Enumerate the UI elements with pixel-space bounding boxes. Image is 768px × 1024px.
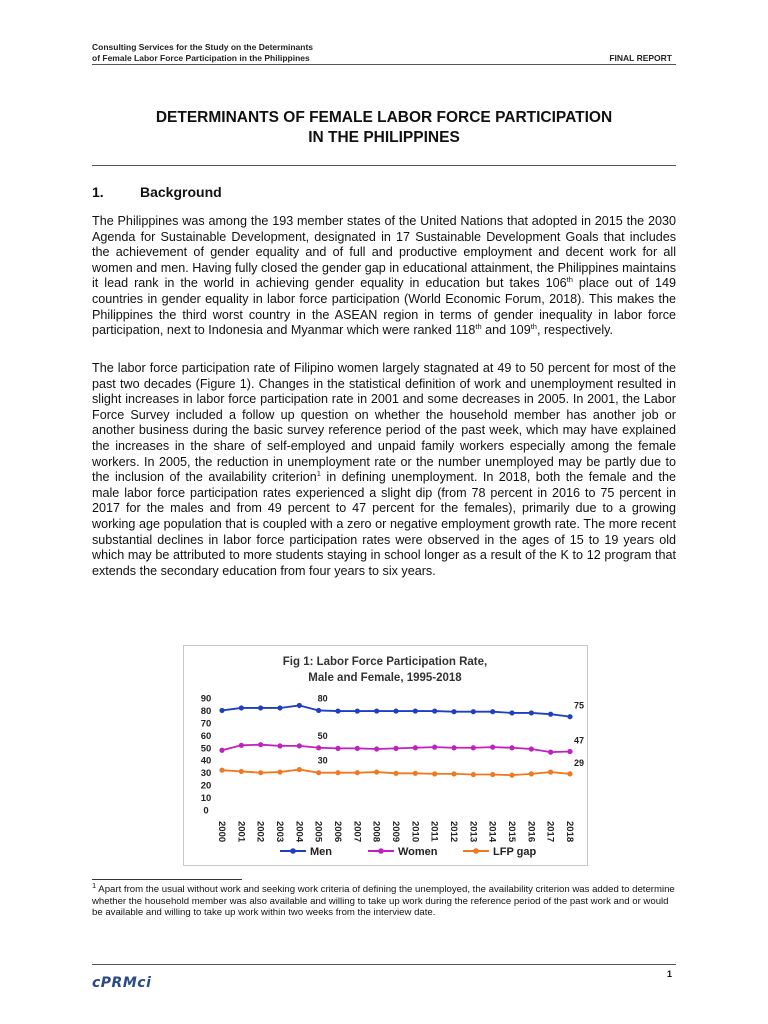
footnote-divider bbox=[92, 879, 242, 880]
data-point-men bbox=[219, 708, 224, 713]
y-tick-label: 30 bbox=[200, 768, 212, 780]
data-point-women bbox=[393, 746, 398, 751]
data-point-women bbox=[219, 748, 224, 753]
ordinal-suffix: th bbox=[566, 275, 573, 285]
document-title bbox=[92, 108, 676, 148]
y-tick-label: 0 bbox=[203, 805, 209, 817]
x-tick-label: 2002 bbox=[254, 821, 266, 843]
x-tick-label: 2001 bbox=[235, 821, 247, 843]
x-tick-label: 2018 bbox=[564, 821, 575, 843]
data-label: 30 bbox=[317, 755, 328, 766]
data-point-men bbox=[490, 709, 495, 714]
y-tick-label: 70 bbox=[200, 718, 212, 730]
data-point-women bbox=[451, 745, 456, 750]
data-point-men bbox=[509, 710, 514, 715]
data-point-women bbox=[529, 746, 534, 751]
data-label: 80 bbox=[317, 693, 328, 704]
data-point-men bbox=[277, 705, 282, 710]
ordinal-suffix: th bbox=[530, 321, 537, 331]
data-point-women bbox=[490, 745, 495, 750]
data-point-women bbox=[548, 750, 553, 755]
running-header-line2: of Female Labor Force Participation in the Philippines bbox=[92, 53, 310, 63]
x-tick-label: 2012 bbox=[448, 821, 459, 843]
legend-label-men: Men bbox=[310, 846, 332, 858]
data-point-lfp-gap bbox=[355, 770, 360, 775]
paragraph-2-text-b: in defining unemployment. In 2018, both the female and the male labor force participation rates experienced a slight dip (from 78 percent in 2016 to 75 percent in 2017 for the males and from 49 percent to 47 percent for the females), primarily due to a growing working age population that is coupled with a zero or negative employment growth rate. The more recent substantial declines in labor force participation rates were observed in the ages of 15 to 19 years old which may be attributed to more students staying in school longer as a result of the K to 12 program that extends the secondary education from four years to six years. bbox=[92, 470, 676, 578]
cprmci-logo: cPRMci bbox=[92, 975, 152, 991]
legend-label-women: Women bbox=[398, 846, 438, 858]
footnote-1 bbox=[92, 880, 676, 919]
data-point-men bbox=[548, 712, 553, 717]
chart-title-line1: Fig 1: Labor Force Participation Rate, bbox=[282, 656, 488, 668]
chart-title-line2: Male and Female, 1995-2018 bbox=[308, 672, 462, 684]
legend-label-lfp-gap: LFP gap bbox=[493, 846, 537, 858]
paragraph-1-text-b: place out of 149 countries in gender equality in labor force participation (World Economic Forum, 2018). This makes the Philippines the third worst country in the ASEAN region in terms of gender inequality in labor force participation, next to Indonesia and Myanmar which were ranked 118 bbox=[92, 276, 677, 338]
legend-marker-lfp-gap bbox=[473, 848, 479, 854]
footnote-text: Apart from the usual without work and seeking work criteria of defining the unemployed, the availability criterion was added to determine whether the household member was also available and willing to take up work during the reference period of the past work and or would be available and willing to take up work within two weeks from the interview date. bbox=[92, 884, 675, 918]
data-label: 47 bbox=[573, 735, 585, 746]
x-tick-label: 2000 bbox=[216, 821, 227, 843]
legend-marker-men bbox=[290, 848, 296, 854]
data-point-women bbox=[567, 749, 572, 754]
line-chart bbox=[184, 646, 587, 865]
figure-1-chart bbox=[183, 645, 588, 866]
x-tick-label: 2010 bbox=[409, 821, 421, 843]
section-heading bbox=[92, 184, 222, 200]
x-tick-label: 2005 bbox=[312, 821, 324, 843]
data-point-women bbox=[316, 745, 321, 750]
ordinal-suffix: th bbox=[475, 321, 482, 331]
x-tick-label: 2007 bbox=[351, 821, 363, 843]
running-header bbox=[92, 42, 313, 64]
data-point-men bbox=[316, 708, 321, 713]
x-tick-label: 2004 bbox=[293, 821, 305, 843]
data-point-lfp-gap bbox=[277, 769, 282, 774]
data-point-lfp-gap bbox=[374, 769, 379, 774]
data-label: 29 bbox=[573, 757, 585, 768]
y-tick-label: 10 bbox=[200, 793, 212, 805]
data-point-women bbox=[277, 743, 282, 748]
y-tick-label: 60 bbox=[200, 730, 212, 742]
paragraph-2 bbox=[92, 361, 676, 579]
paragraph-1 bbox=[92, 214, 676, 339]
data-point-lfp-gap bbox=[471, 772, 476, 777]
data-point-lfp-gap bbox=[393, 771, 398, 776]
data-point-men bbox=[567, 714, 572, 719]
y-tick-label: 20 bbox=[200, 780, 212, 792]
data-point-lfp-gap bbox=[219, 768, 224, 773]
data-point-women bbox=[432, 745, 437, 750]
section-number: 1. bbox=[92, 184, 104, 200]
data-point-lfp-gap bbox=[239, 769, 244, 774]
x-tick-label: 2016 bbox=[525, 821, 537, 843]
data-point-lfp-gap bbox=[335, 770, 340, 775]
data-point-lfp-gap bbox=[316, 770, 321, 775]
y-tick-label: 80 bbox=[200, 705, 212, 717]
section-title: Background bbox=[140, 184, 222, 200]
data-point-women bbox=[297, 743, 302, 748]
data-point-men bbox=[471, 709, 476, 714]
footer-divider bbox=[92, 964, 676, 965]
paragraph-2-text-a: The labor force participation rate of Filipino women largely stagnated at 49 to 50 percent for most of the past two decades (Figure 1). Changes in the statistical definition of work and unemployment resulted in slight increases in labor force participation rate in 2001 and some decreases in 2005. In 2001, the Labor Force Survey included a follow up question on whether the household member has another job or another business during the basic survey reference period of the past week, which may have explained the increases in the share of self-employed and unpaid family workers especially among the female workers. In 2005, the reduction in unemployment rate or the number unemployed may be partly due to the inclusion of the availability criterion bbox=[92, 361, 676, 485]
data-point-women bbox=[335, 746, 340, 751]
report-label: FINAL REPORT bbox=[609, 53, 672, 63]
legend-marker-women bbox=[378, 848, 384, 854]
x-tick-label: 2017 bbox=[544, 821, 556, 843]
data-point-women bbox=[355, 746, 360, 751]
data-point-men bbox=[393, 708, 398, 713]
x-tick-label: 2009 bbox=[390, 821, 401, 843]
data-point-lfp-gap bbox=[413, 771, 418, 776]
data-label: 50 bbox=[317, 730, 328, 741]
data-point-lfp-gap bbox=[297, 767, 302, 772]
data-point-lfp-gap bbox=[490, 772, 495, 777]
header-divider bbox=[92, 64, 676, 65]
data-point-men bbox=[432, 708, 437, 713]
data-point-men bbox=[451, 709, 456, 714]
paragraph-1-text-c: and 109 bbox=[481, 323, 531, 338]
x-tick-label: 2006 bbox=[332, 821, 343, 843]
data-point-women bbox=[239, 743, 244, 748]
x-tick-label: 2013 bbox=[467, 821, 479, 843]
data-point-women bbox=[413, 745, 418, 750]
data-point-women bbox=[509, 745, 514, 750]
x-tick-label: 2003 bbox=[274, 821, 285, 843]
y-tick-label: 40 bbox=[200, 755, 212, 767]
document-title-line1: DETERMINANTS OF FEMALE LABOR FORCE PARTICIPATION bbox=[155, 109, 613, 126]
data-point-women bbox=[471, 745, 476, 750]
data-point-lfp-gap bbox=[451, 771, 456, 776]
data-point-men bbox=[239, 705, 244, 710]
y-tick-label: 90 bbox=[200, 693, 212, 705]
data-point-men bbox=[335, 708, 340, 713]
page-number: 1 bbox=[666, 969, 672, 979]
running-header-line1: Consulting Services for the Study on the Determinants bbox=[92, 42, 314, 52]
paragraph-1-text-a: The Philippines was among the 193 member states of the United Nations that adopted in 2015 the 2030 Agenda for Sustainable Development, designated in 17 Sustainable Development Goals that includes the achievement of gender equality and of full and productive employment and decent work for all women and men. Having fully closed the gender gap in educational attainment, the Philippines maintains it lead rank in the world in achieving gender equality in education but takes 106 bbox=[92, 214, 676, 291]
footnote-reference[interactable]: 1 bbox=[316, 468, 321, 478]
y-tick-label: 50 bbox=[200, 743, 212, 755]
data-point-men bbox=[297, 703, 302, 708]
title-divider bbox=[92, 165, 676, 166]
data-point-men bbox=[413, 708, 418, 713]
data-point-lfp-gap bbox=[509, 773, 514, 778]
footnote-marker: 1 bbox=[92, 880, 97, 890]
data-point-women bbox=[258, 742, 263, 747]
x-tick-label: 2011 bbox=[428, 821, 440, 842]
data-point-lfp-gap bbox=[567, 771, 572, 776]
paragraph-1-text-d: , respectively. bbox=[536, 323, 614, 338]
data-point-men bbox=[355, 708, 360, 713]
data-point-men bbox=[529, 710, 534, 715]
data-point-women bbox=[374, 746, 379, 751]
x-tick-label: 2014 bbox=[486, 821, 498, 843]
data-point-lfp-gap bbox=[432, 771, 437, 776]
data-point-lfp-gap bbox=[529, 771, 534, 776]
x-tick-label: 2008 bbox=[370, 821, 382, 843]
document-title-line2: IN THE PHILIPPINES bbox=[308, 129, 460, 146]
data-point-men bbox=[258, 705, 263, 710]
x-tick-label: 2015 bbox=[506, 821, 517, 843]
data-point-lfp-gap bbox=[258, 770, 263, 775]
data-point-lfp-gap bbox=[548, 769, 553, 774]
data-point-men bbox=[374, 708, 379, 713]
data-label: 75 bbox=[573, 700, 585, 711]
